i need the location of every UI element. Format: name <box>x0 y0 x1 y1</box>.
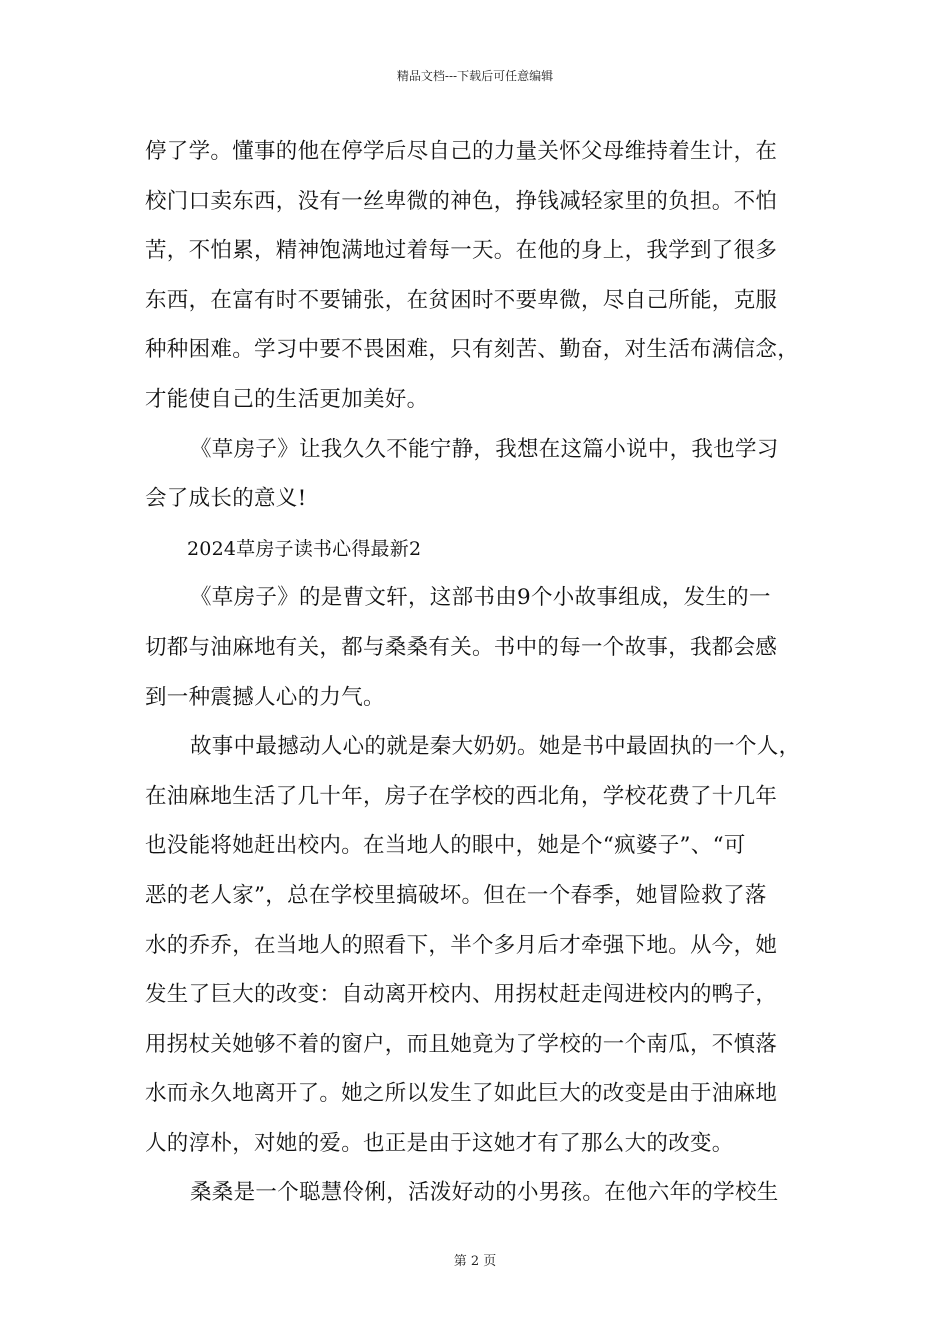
paragraph-line: 东西，在富有时不要铺张，在贫困时不要卑微，尽自己所能，克服 <box>145 287 778 313</box>
paragraph-line: 人的淳朴，对她的爱。也正是由于这她才有了那么大的改变。 <box>145 1130 734 1156</box>
page-number: 第 2 页 <box>453 1254 497 1269</box>
paragraph-line: 桑桑是一个聪慧伶俐，活泼好动的小男孩。在他六年的学校生 <box>190 1180 779 1206</box>
document-body <box>145 132 813 1223</box>
section-heading: 2024草房子读书心得最新2 <box>187 537 422 560</box>
paragraph-line: 发生了巨大的改变：自动离开校内、用拐杖赶走闯进校内的鸭子， <box>145 982 778 1008</box>
paragraph-line: 在油麻地生活了几十年，房子在学校的西北角，学校花费了十几年 <box>145 783 778 809</box>
paragraph-line: 种种困难。学习中要不畏困难，只有刻苦、勤奋，对生活布满信念， <box>145 337 800 363</box>
paragraph-line: 水的乔乔，在当地人的照看下，半个多月后才牵强下地。从今，她 <box>145 932 778 958</box>
paragraph-line: 校门口卖东西，没有一丝卑微的神色，挣钱减轻家里的负担。不怕 <box>145 188 778 214</box>
paragraph-line: 停了学。懂事的他在停学后尽自己的力量关怀父母维持着生计，在 <box>145 139 778 164</box>
paragraph-line: 会了成长的意义! <box>145 486 307 512</box>
paragraph-line: 《草房子》的是曹文轩，这部书由9个小故事组成，发生的一 <box>190 585 771 611</box>
paragraph-line: 苦，不怕累，精神饱满地过着每一天。在他的身上，我学到了很多 <box>145 238 778 264</box>
paragraph-line: 才能使自己的生活更加美好。 <box>145 386 429 412</box>
paragraph-line: 切都与油麻地有关，都与桑桑有关。书中的每一个故事，我都会感 <box>145 634 778 660</box>
paragraph-line: 《草房子》让我久久不能宁静，我想在这篇小说中，我也学习 <box>190 436 779 462</box>
paragraph-line: 故事中最撼动人心的就是秦大奶奶。她是书中最固执的一个人， <box>190 734 801 760</box>
paragraph-line: 恶的老人家”，总在学校里搞破坏。但在一个春季，她冒险救了落 <box>145 882 767 908</box>
paragraph-line: 水而永久地离开了。她之所以发生了如此巨大的改变是由于油麻地 <box>145 1081 778 1107</box>
paragraph-line: 用拐杖关她够不着的窗户，而且她竟为了学校的一个南瓜，不慎落 <box>145 1031 778 1057</box>
page-header: 精品文档---下载后可任意编辑 <box>396 69 554 83</box>
paragraph-line: 到一种震撼人心的力气。 <box>145 684 385 710</box>
paragraph-line: 也没能将她赶出校内。在当地人的眼中，她是个“疯婆子”、“可 <box>145 833 746 859</box>
